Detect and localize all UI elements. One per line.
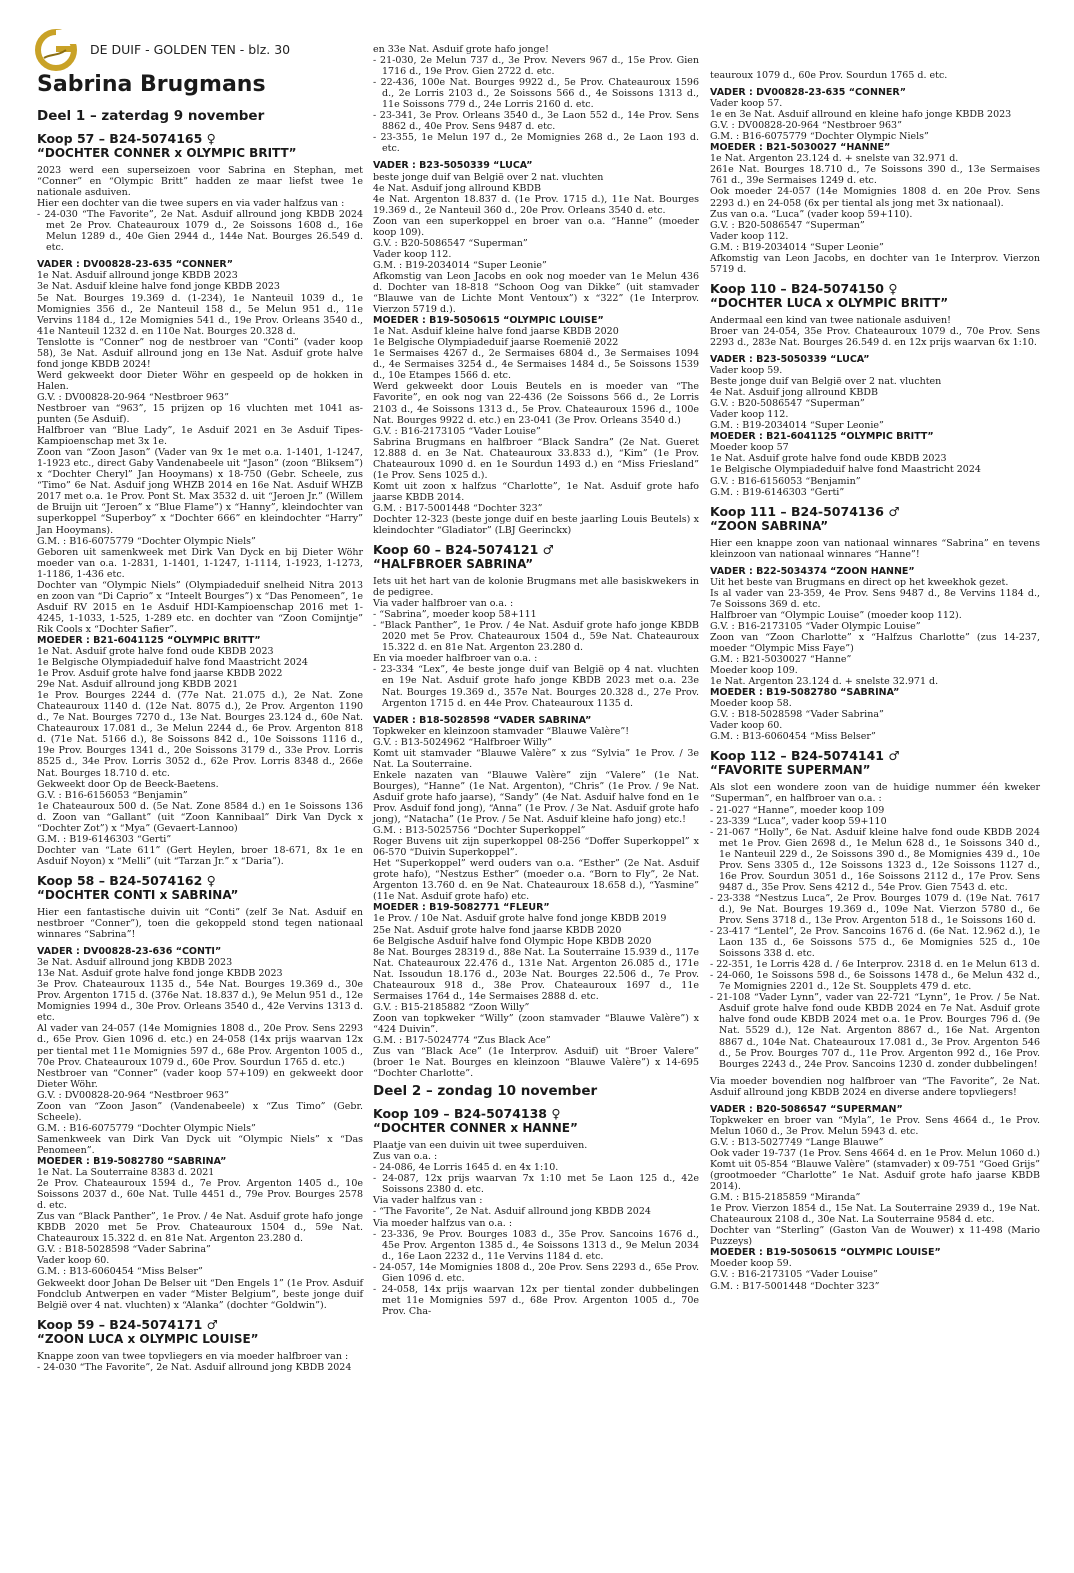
list-item: - “Black Panther”, 1e Prov. / 4e Nat. Asduif grote hafo jonge KBDB 2020 met 5e Prov. Chateauroux 1504 d., 59e Nat. Chateauroux 15.322 d. en 81e Nat. Argenton 23.280 d. bbox=[373, 620, 699, 654]
paragraph: Nestbroer van “Conner” (vader koop 57+109) en gekweekt door Dieter Wöhr. bbox=[37, 1067, 363, 1090]
paragraph: Beste jonge duif van België over 2 nat. vluchten bbox=[710, 376, 942, 388]
paragraph: 2023 werd een superseizoen voor Sabrina en Stephan, met “Conner” en “Olympic Britt” hadden ze maar liefst twee 1e nationale asduiven. bbox=[37, 165, 363, 199]
paragraph: Hier een dochter van die twee supers en via vader halfzus van : bbox=[37, 198, 345, 210]
paragraph: Gekweekt door Op de Beeck-Baetens. bbox=[37, 778, 219, 790]
pedigree-heading: MOEDER : B21-6041125 “OLYMPIC BRITT” bbox=[37, 634, 261, 646]
running-title: DE DUIF - GOLDEN TEN - blz. 30 bbox=[90, 42, 291, 57]
paragraph: 1e Belgische Olympiadeduif halve fond Maastricht 2024 bbox=[710, 464, 981, 476]
paragraph: Andermaal een kind van twee nationale asduiven! bbox=[710, 314, 951, 326]
pedigree-heading: VADER : B22-5034374 “ZOON HANNE” bbox=[710, 565, 915, 577]
paragraph: G.M. : B19-6146303 “Gerti” bbox=[710, 486, 845, 498]
paragraph: 13e Nat. Asduif grote halve fond jonge KBDB 2023 bbox=[37, 968, 283, 980]
paragraph: teauroux 1079 d., 60e Prov. Sourdun 1765 d. etc. bbox=[710, 70, 948, 81]
paragraph: 4e Nat. Asduif jong allround KBDB bbox=[710, 387, 878, 399]
list-item: - 21-108 “Vader Lynn”, vader van 22-721 “Lynn”, 1e Prov. / 5e Nat. Asduif grote halve fond oude KBDB 2024 en 7e Nat. Asduif grote halve fond oude KBDB 2024 met o.a. 1e Prov. Bourges 796 d. (9e Nat. 5529 d.), 12e Nat. Argenton 8867 d., 16e Nat. Argenton 8867 d., 104e Nat. Chateauroux 17.081 d., 3e Prov. Argenton 546 d., 5e Prov. Bourges 707 d., 11e Prov. Argenton 992 d., 16e Prov. Bourges 2243 d., 24e Prov. Sancoins 1230 d. zonder dubbelingen! bbox=[710, 992, 1040, 1070]
pedigree-heading: VADER : DV00828-23-635 “CONNER” bbox=[710, 87, 906, 99]
paragraph: Zus van “Black Panther”, 1e Prov. / 4e Nat. Asduif grote hafo jonge KBDB 2020 met 5e Prov. Chateauroux 1504 d., 59e Nat. Chateauroux 15.322 d. en 81e Nat. Argenton 23.280 d. bbox=[37, 1211, 363, 1245]
paragraph: G.V. : B16-6156053 “Benjamin” bbox=[37, 789, 188, 801]
paragraph: Zus van o.a. : bbox=[373, 1151, 438, 1163]
paragraph: Zoon van “Zoon Jason” (Vandenabeele) x “Zus Timo” (Gebr. Scheele). bbox=[37, 1100, 363, 1123]
paragraph: G.M. : B19-2034014 “Super Leonie” bbox=[710, 420, 884, 432]
list-item: - 21-067 “Holly”, 6e Nat. Asduif kleine halve fond oude KBDB 2024 met 1e Prov. Gien 2698 d., 1e Melun 628 d., 1e Soissons 340 d., 1e Nanteuil 229 d., 2e Soissons 390 d., 8e Momignies 439 d., 10e Prov. Sens 3305 d., 12e Soissons 1323 d., 12e Soissons 1127 d., 16e Prov. Sourdun 3051 d., 16e Soissons 2112 d., 17e Prov. Sens 9487 d., 35e Prov. Sens 4212 d., 54e Prov. Gien 7543 d. etc. bbox=[710, 826, 1040, 893]
paragraph: Vader koop 112. bbox=[710, 409, 789, 421]
lot-heading: Koop 109 – B24-5074138 ♀ bbox=[373, 1106, 561, 1122]
paragraph: Is al vader van 23-359, 4e Prov. Sens 9487 d., 8e Vervins 1184 d., 7e Soissons 369 d. etc. bbox=[710, 587, 1040, 610]
paragraph: G.V. : DV00828-20-964 “Nestbroer 963” bbox=[37, 1089, 229, 1101]
pedigree-heading: VADER : B23-5050339 “LUCA” bbox=[373, 160, 533, 172]
lot-subtitle: “DOCHTER CONTI x SABRINA” bbox=[37, 887, 239, 902]
list-item: - “The Favorite”, 2e Nat. Asduif allround jong KBDB 2024 bbox=[373, 1206, 651, 1218]
pedigree-heading: VADER : B20-5086547 “SUPERMAN” bbox=[710, 1103, 903, 1115]
list-item: - 22-436, 100e Nat. Bourges 9922 d., 5e Prov. Chateauroux 1596 d., 2e Lorris 2103 d., 2e Soissons 566 d., 4e Soissons 1313 d., 11e Soissons 779 d., 24e Lorris 2160 d. etc. bbox=[373, 77, 699, 111]
section-heading: Deel 1 – zaterdag 9 november bbox=[37, 108, 265, 124]
pedigree-heading: MOEDER : B21-6041125 “OLYMPIC BRITT” bbox=[710, 431, 934, 443]
paragraph: G.M. : B13-5025756 “Dochter Superkoppel” bbox=[373, 825, 586, 837]
paragraph: G.M. : B16-6075779 “Dochter Olympic Niels” bbox=[710, 131, 929, 143]
paragraph: G.V. : DV00828-20-964 “Nestbroer 963” bbox=[710, 120, 902, 132]
paragraph: Zoon van “Zoon Charlotte” x “Halfzus Charlotte” (zus 14-237, moeder “Olympic Miss Faye”) bbox=[710, 631, 1040, 655]
lot-heading: Koop 111 – B24-5074136 ♂ bbox=[710, 503, 900, 519]
paragraph: 6e Belgische Asduif halve fond Olympic Hope KBDB 2020 bbox=[373, 935, 652, 947]
lot-subtitle: “ZOON LUCA x OLYMPIC LOUISE” bbox=[37, 1331, 259, 1346]
lot-heading: Koop 58 – B24-5074162 ♀ bbox=[37, 872, 216, 888]
paragraph: 2e Prov. Chateauroux 1594 d., 7e Prov. Argenton 1405 d., 10e Soissons 2037 d., 60e Nat. Tulle 4451 d., 79e Prov. Bourges 2578 d. etc. bbox=[37, 1178, 363, 1212]
paragraph: Moeder koop 57 bbox=[710, 442, 789, 454]
paragraph: Afkomstig van Leon Jacobs, en dochter van 1e Interprov. Vierzon 5719 d. bbox=[710, 252, 1040, 275]
paragraph: Tenslotte is “Conner” nog de nestbroer van “Conti” (vader koop 58), 3e Nat. Asduif allround jong en 13e Nat. Asduif grote halve fond jonge KBDB 2024! bbox=[37, 336, 363, 370]
paragraph: Zoon van “Zoon Jason” (Vader van 9x 1e met o.a. 1-1401, 1-1247, 1-1923 etc., direct Gaby Vandenabeele uit “Jason” (zoon “Bliksem”) x “Dochter Cheryl” Jan Hooymans) x 18-750 (Gebr. Scheele, zus “Timo” 6e Nat. Asduif jong WHZB 2014 en 16e Nat. Asduif WHZB 2017 met o.a. 1e Prov. Pont St. Max 3532 d. uit “Jeroen Jr.” (Willem de Bruijn uit “Jeroen” x “Blue Flame”) x “Hanny”, kleindochter van superkoppel “Superboy” x “Dochter 666” en kleindochter “Harry” Jan Hooymans). bbox=[37, 447, 363, 536]
lot-heading: Koop 59 – B24-5074171 ♂ bbox=[37, 1316, 218, 1332]
paragraph: Samenkweek van Dirk Van Dyck uit “Olympic Niels” x “Das Penomeen”. bbox=[37, 1133, 363, 1156]
paragraph: 1e Chateauroux 500 d. (5e Nat. Zone 8584 d.) en 1e Soissons 136 d. Zoon van “Gallant” (uit “Zoon Kannibaal” Dirk Van Dyck x “Dochter Zot”) x “Mya” (Gevaert-Lannoo) bbox=[37, 800, 363, 834]
paragraph: Hier een knappe zoon van nationaal winnares “Sabrina” en tevens kleinzoon van nationaal winnares “Hanne”! bbox=[710, 537, 1040, 560]
paragraph: 1e Belgische Olympiadeduif jaarse Roemenië 2022 bbox=[373, 337, 619, 349]
list-item: - 24-086, 4e Lorris 1645 d. en 4x 1:10. bbox=[373, 1162, 559, 1174]
paragraph: 1e Nat. Argenton 23.124 d. + snelste 32.971 d. bbox=[710, 676, 939, 688]
paragraph: G.M. : B19-6146303 “Gerti” bbox=[37, 833, 172, 845]
paragraph: Halfbroer van “Olympic Louise” (moeder koop 112). bbox=[710, 609, 962, 621]
paragraph: Zus van “Black Ace” (1e Interprov. Asduif) uit “Broer Valere” (broer 1e Nat. Bourges en kleinzoon “Blauwe Valère”) x 14-695 “Dochter Charlotte”. bbox=[373, 1046, 699, 1080]
paragraph: Geboren uit samenkweek met Dirk Van Dyck en bij Dieter Wöhr moeder van o.a. 1-2831, 1-1401, 1-1247, 1-1114, 1-1923, 1-1273, 1-1186, 1-436 etc. bbox=[37, 546, 363, 580]
paragraph: 1e en 3e Nat. Asduif allround en kleine hafo jonge KBDB 2023 bbox=[710, 109, 1012, 121]
list-item: - 23-336, 9e Prov. Bourges 1083 d., 35e Prov. Sancoins 1676 d., 45e Prov. Argenton 1385 d., 4e Soissons 1313 d., 9e Melun 2034 d., 16e Laon 2232 d., 11e Vervins 1184 d. etc. bbox=[373, 1228, 699, 1262]
paragraph: G.V. : B16-6156053 “Benjamin” bbox=[710, 475, 861, 487]
paragraph: G.V. : DV00828-20-964 “Nestbroer 963” bbox=[37, 391, 229, 403]
paragraph: 3e Nat. Asduif allround jong KBDB 2023 bbox=[37, 957, 233, 969]
list-item: - 23-417 “Lentel”, 2e Prov. Sancoins 1676 d. (6e Nat. 12.962 d.), 1e Laon 135 d., 6e Soissons 575 d., 6e Momignies 525 d., 10e Soissons 338 d. etc. bbox=[710, 926, 1040, 960]
list-item: - 21-030, 2e Melun 737 d., 3e Prov. Nevers 967 d., 15e Prov. Gien 1716 d., 19e Prov. Gien 2722 d. etc. bbox=[373, 55, 699, 78]
pedigree-heading: MOEDER : B19-5082771 “FLEUR” bbox=[373, 902, 550, 914]
paragraph: 1e Prov. Bourges 2244 d. (77e Nat. 21.075 d.), 2e Nat. Zone Chateauroux 1140 d. (12e Nat. 8075 d.), 2e Prov. Argenton 1190 d., 7e Nat. Bourges 7270 d., 13e Nat. Bourges 23.124 d., 60e Nat. Chateauroux 17.081 d., 3e Melun 2244 d., 6e Prov. Argenton 818 d. (71e Nat. 5166 d.), 8e Soissons 842 d., 10e Soissons 1116 d., 19e Prov. Bourges 1341 d., 20e Soissons 3179 d., 33e Prov. Lorris 8525 d., 34e Prov. Lorris 3052 d., 62e Prov. Lorris 8348 d., 266e Nat. Bourges 18.710 d. etc. bbox=[37, 690, 363, 779]
paragraph: G.M. : B19-2034014 “Super Leonie” bbox=[373, 259, 547, 271]
paragraph: Vader koop 57. bbox=[710, 98, 783, 110]
lot-subtitle: “HALFBROER SABRINA” bbox=[373, 557, 534, 572]
paragraph: Komt uit zoon x halfzus “Charlotte”, 1e Nat. Asduif grote hafo jaarse KBDB 2014. bbox=[373, 480, 699, 503]
section-heading: Deel 2 – zondag 10 november bbox=[373, 1083, 598, 1100]
column-1 bbox=[37, 104, 363, 1373]
paragraph: beste jonge duif van België over 2 nat. vluchten bbox=[373, 171, 604, 183]
paragraph: Ook moeder 24-057 (14e Momignies 1808 d. en 20e Prov. Sens 2293 d.) en 24-058 (6x per tiental als jong met 3x nationaal). bbox=[710, 186, 1040, 209]
paragraph: Zoon van topkweker “Willy” (zoon stamvader “Blauwe Valère”) x “424 Duivin”. bbox=[373, 1012, 699, 1035]
paragraph: Vader koop 60. bbox=[710, 720, 783, 732]
paragraph: Moeder koop 109. bbox=[710, 665, 798, 677]
list-item: - 24-058, 14x prijs waarvan 12x per tiental zonder dubbelingen met 11e Momignies 597 d., 68e Prov. Argenton 1005 d., 70e Prov. Cha- bbox=[373, 1283, 699, 1317]
lot-subtitle: “FAVORITE SUPERMAN” bbox=[710, 763, 871, 778]
paragraph: Via moeder bovendien nog halfbroer van “The Favorite”, 2e Nat. Asduif allround jong KBDB 2024 en diverse andere topvliegers! bbox=[710, 1075, 1040, 1098]
paragraph: G.M. : B17-5001448 “Dochter 323” bbox=[710, 1280, 880, 1292]
paragraph: Topkweker en broer van “Myla”, 1e Prov. Sens 4664 d., 1e Prov. Melun 1060 d., 3e Prov. Melun 5943 d. etc. bbox=[710, 1114, 1040, 1137]
paragraph: G.M. : B13-6060454 “Miss Belser” bbox=[37, 1266, 203, 1278]
column-2 bbox=[373, 44, 699, 1317]
pedigree-heading: MOEDER : B19-5050615 “OLYMPIC LOUISE” bbox=[373, 315, 604, 327]
paragraph: 5e Nat. Bourges 19.369 d. (1-234), 1e Nanteuil 1039 d., 1e Momignies 356 d., 2e Nanteuil 158 d., 5e Melun 951 d., 11e Vervins 1184 d., 12e Momignies 541 d., 19e Prov. Orleans 3540 d., 41e Nanteuil 1232 d. en 110e Nat. Bourges 20.328 d. bbox=[37, 292, 363, 337]
column-3 bbox=[710, 70, 1040, 1292]
paragraph: G.V. : B13-5024962 “Halfbroer Willy” bbox=[373, 736, 553, 748]
paragraph: Plaatje van een duivin uit twee superduiven. bbox=[373, 1140, 588, 1152]
paragraph: Moeder koop 59. bbox=[710, 1258, 792, 1270]
paragraph: G.V. : B16-2173105 “Vader Olympic Louise” bbox=[710, 620, 921, 632]
paragraph: Werd gekweekt door Louis Beutels en is moeder van “The Favorite”, en ook nog van 22-436 (2e Soissons 566 d., 2e Lorris 2103 d., 4e Soissons 1313 d., 5e Prov. Chateauroux 1596 d., 100e Nat. Bourges 9922 d. etc.) en 23-041 (3e Prov. Orleans 3540 d.) bbox=[373, 381, 699, 426]
paragraph: G.M. : B17-5024774 “Zus Black Ace” bbox=[373, 1034, 551, 1046]
paragraph: 4e Nat. Argenton 18.837 d. (1e Prov. 1715 d.), 11e Nat. Bourges 19.369 d., 2e Nanteuil 360 d., 20e Prov. Orleans 3540 d. etc. bbox=[373, 193, 699, 216]
paragraph: Vader koop 112. bbox=[710, 230, 789, 242]
paragraph: G.M. : B21-5030027 “Hanne” bbox=[710, 654, 852, 666]
paragraph: Dochter van “Late 611” (Gert Heylen, broer 18-671, 8x 1e en Asduif Noyon) x “Melli” (uit “Tarzan Jr.” x “Daria”). bbox=[37, 844, 363, 867]
paragraph: Nestbroer van “963”, 15 prijzen op 16 vluchten met 1041 as-punten (5e Asduif). bbox=[37, 402, 363, 426]
paragraph: G.M. : B13-6060454 “Miss Belser” bbox=[710, 731, 876, 743]
pedigree-heading: MOEDER : B19-5050615 “OLYMPIC LOUISE” bbox=[710, 1247, 941, 1259]
paragraph: G.V. : B13-5027749 “Lange Blauwe” bbox=[710, 1136, 884, 1148]
list-item: - 21-027 “Hanne”, moeder koop 109 bbox=[710, 804, 885, 816]
paragraph: G.V. : B20-5086547 “Superman” bbox=[373, 237, 528, 249]
list-item: - 24-030 “The Favorite”, 2e Nat. Asduif allround jong KBDB 2024 bbox=[37, 1361, 352, 1373]
paragraph: 29e Nat. Asduif allround jong KBDB 2021 bbox=[37, 679, 239, 691]
lot-subtitle: “DOCHTER LUCA x OLYMPIC BRITT” bbox=[710, 295, 949, 310]
list-item: - 22-351, 1e Lorris 428 d. / 6e Interprov. 2318 d. en 1e Melun 613 d. bbox=[710, 959, 1040, 971]
list-item: - 23-334 “Lex”, 4e beste jonge duif van België op 4 nat. vluchten en 19e Nat. Asduif grote hafo jonge KBDB 2023 met o.a. 23e Nat. Bourges 19.369 d., 357e Nat. Bourges 20.328 d., 27e Prov. Argenton 1715 d. en 44e Prov. Chateauroux 1135 d. bbox=[373, 664, 699, 709]
paragraph: G.M. : B15-2185859 “Miranda” bbox=[710, 1192, 861, 1204]
list-item: - 23-339 “Luca”, vader koop 59+110 bbox=[710, 815, 887, 827]
paragraph: Knappe zoon van twee topvliegers en via moeder halfbroer van : bbox=[37, 1350, 349, 1362]
paragraph: G.M. : B17-5001448 “Dochter 323” bbox=[373, 502, 543, 514]
paragraph: Dochter van “Sterling” (Gaston Van de Wouwer) x 11-498 (Mario Puzzeys) bbox=[710, 1225, 1040, 1248]
paragraph: Topkweker en kleinzoon stamvader “Blauwe Valère”! bbox=[373, 725, 630, 737]
paragraph: 1e Nat. Asduif kleine halve fond jaarse KBDB 2020 bbox=[373, 326, 619, 338]
paragraph: G.V. : B16-2173105 “Vader Louise” bbox=[373, 425, 541, 437]
paragraph: 4e Nat. Asduif jong allround KBDB bbox=[373, 182, 541, 194]
lot-subtitle: “DOCHTER CONNER x OLYMPIC BRITT” bbox=[37, 146, 297, 160]
paragraph: Afkomstig van Leon Jacobs en ook nog moeder van 1e Melun 436 d. Dochter van 18-818 “Schoon Oog van Dikke” (uit stamvader “Blauwe van de Lichte Mont Ventoux”) x “322” (1e Interprov. Vierzon 5719 d.). bbox=[373, 270, 699, 316]
lot-heading: Koop 60 – B24-5074121 ♂ bbox=[373, 542, 554, 558]
paragraph: 8e Nat. Bourges 28319 d., 88e Nat. La Souterraine 15.939 d., 117e Nat. Chateauroux 22.476 d., 131e Nat. Argenton 26.085 d., 171e Nat. Issoudun 18.176 d., 203e Nat. Bourges 22.506 d., 7e Prov. Chateauroux 918 d., 38e Prov. Chateauroux 1697 d., 11e Sermaises 1764 d., 14e Sermaises 2888 d. etc. bbox=[373, 946, 699, 1002]
paragraph: 1e Belgische Olympiadeduif halve fond Maastricht 2024 bbox=[37, 657, 308, 669]
paragraph: G.V. : B18-5028598 “Vader Sabrina” bbox=[710, 709, 884, 721]
list-item: - 24-087, 12x prijs waarvan 7x 1:10 met 5e Laon 125 d., 42e Soissons 2380 d. etc. bbox=[373, 1173, 699, 1196]
paragraph: G.V. : B15-2185882 “Zoon Willy” bbox=[373, 1001, 530, 1013]
paragraph: Als slot een wondere zoon van de huidige nummer één kweker “Superman”, en halfbroer van o.a. : bbox=[710, 782, 1040, 805]
paragraph: Gekweekt door Johan De Belser uit “Den Engels 1” (1e Prov. Asduif Fondclub Antwerpen en vader “Mister Belgium”, beste jonge duif België over 4 nat. vluchten) x “Alanka” (dochter “Goldwin”). bbox=[37, 1277, 363, 1311]
paragraph: 1e Nat. Asduif allround jonge KBDB 2023 bbox=[37, 270, 238, 282]
paragraph: 1e Prov. Asduif grote halve fond jaarse KBDB 2022 bbox=[37, 668, 283, 680]
paragraph: Al vader van 24-057 (14e Momignies 1808 d., 20e Prov. Sens 2293 d., 65e Prov. Gien 1096 d. etc.) en 24-058 (14x prijs waarvan 12x per tiental met 11e Momignies 597 d., 68e Prov. Argenton 1005 d., 70e Prov. Chateauroux 1079 d., 60e Prov. Sourdun 1765 d. etc.) bbox=[37, 1023, 363, 1068]
list-item: - 23-355, 1e Melun 197 d., 2e Momignies 268 d., 2e Laon 193 d. etc. bbox=[373, 132, 699, 155]
lot-heading: Koop 110 – B24-5074150 ♀ bbox=[710, 280, 898, 296]
pedigree-heading: VADER : B23-5050339 “LUCA” bbox=[710, 353, 870, 365]
paragraph: Via vader halfzus van : bbox=[373, 1195, 483, 1207]
paragraph: Dochter 12-323 (beste jonge duif en beste jaarling Louis Beutels) x kleindochter “Gladiator” (LBJ Geerinckx) bbox=[373, 513, 699, 537]
pedigree-heading: MOEDER : B19-5082780 “SABRINA” bbox=[37, 1155, 227, 1167]
paragraph: 1e Sermaises 4267 d., 2e Sermaises 6804 d., 3e Sermaises 1094 d., 4e Sermaises 3254 d., 4e Sermaises 1484 d., 5e Soissons 1539 d., 10e Etampes 1566 d. etc. bbox=[373, 348, 699, 382]
paragraph: 1e Nat. Asduif grote halve fond oude KBDB 2023 bbox=[37, 646, 274, 658]
pedigree-heading: VADER : DV00828-23-636 “CONTI” bbox=[37, 946, 222, 958]
paragraph: 1e Nat. Asduif grote halve fond oude KBDB 2023 bbox=[710, 453, 947, 465]
paragraph: G.M. : B16-6075779 “Dochter Olympic Niels” bbox=[37, 535, 256, 547]
paragraph: Broer van 24-054, 35e Prov. Chateauroux 1079 d., 70e Prov. Sens 2293 d., 283e Nat. Bourges 26.549 d. en 12x prijs waarvan 6x 1:10. bbox=[710, 325, 1040, 348]
paragraph: Dochter van “Olympic Niels” (Olympiadeduif snelheid Nitra 2013 en zoon van “Di Caprio” x “Inteelt Bourges”) x “Das Penomeen”, 1e Asduif RV 2015 en 1e Asduif HDI-Kampioenschap 2016 met 1-4245, 1-1033, 1-525, 1-289 etc. en dochter van “Zoon Comijntje” Rik Cools x “Dochter Safier”. bbox=[37, 579, 363, 635]
paragraph: Iets uit het hart van de kolonie Brugmans met alle basiskwekers in de pedigree. bbox=[373, 576, 699, 599]
paragraph: G.M. : B19-2034014 “Super Leonie” bbox=[710, 241, 884, 253]
paragraph: Zoon van een superkoppel en broer van o.a. “Hanne” (moeder koop 109). bbox=[373, 215, 699, 238]
paragraph: Vader koop 60. bbox=[37, 1255, 110, 1267]
paragraph: 25e Nat. Asduif grote halve fond jaarse KBDB 2020 bbox=[373, 924, 622, 936]
lot-subtitle: “ZOON SABRINA” bbox=[710, 518, 829, 533]
lot-heading: Koop 112 – B24-5074141 ♂ bbox=[710, 748, 900, 764]
paragraph: G.V. : B20-5086547 “Superman” bbox=[710, 219, 865, 231]
paragraph: Via moeder halfzus van o.a. : bbox=[373, 1217, 513, 1229]
paragraph: Vader koop 112. bbox=[373, 248, 452, 260]
lot-subtitle: “DOCHTER CONNER x HANNE” bbox=[373, 1121, 578, 1136]
paragraph: Sabrina Brugmans en halfbroer “Black Sandra” (2e Nat. Gueret 12.888 d. en 3e Nat. Chateauroux 33.833 d.), “Kim” (1e Prov. Chateauroux 1090 d. en 1e Sourdun 1493 d.) en “Miss Friesland” (1e Prov. Sens 1025 d.). bbox=[373, 436, 699, 481]
pedigree-heading: VADER : B18-5028598 “VADER SABRINA” bbox=[373, 714, 592, 726]
paragraph: 261e Nat. Bourges 18.710 d., 7e Soissons 390 d., 13e Sermaises 761 d., 39e Sermaises 1249 d. etc. bbox=[710, 164, 1040, 187]
paragraph: Zus van o.a. “Luca” (vader koop 59+110). bbox=[710, 208, 913, 220]
paragraph: Werd gekweekt door Dieter Wöhr en gespeeld op de hokken in Halen. bbox=[37, 369, 363, 392]
list-item: - 24-057, 14e Momignies 1808 d., 20e Prov. Sens 2293 d., 65e Prov. Gien 1096 d. etc. bbox=[373, 1261, 699, 1284]
list-item: - 24-060, 1e Soissons 598 d., 6e Soissons 1478 d., 6e Melun 432 d., 7e Momignies 2201 d., 12e St. Soupplets 479 d. etc. bbox=[710, 970, 1040, 993]
paragraph: Via vader halfbroer van o.a. : bbox=[373, 598, 514, 610]
list-item: en 33e Nat. Asduif grote hafo jonge! bbox=[373, 44, 549, 55]
paragraph: Komt uit stamvader “Blauwe Valère” x zus “Sylvia” 1e Prov. / 3e Nat. La Souterraine. bbox=[373, 747, 699, 770]
paragraph: 3e Prov. Chateauroux 1135 d., 54e Nat. Bourges 19.369 d., 30e Prov. Argenton 1715 d. (376e Nat. 18.837 d.), 9e Melun 951 d., 12e Momignies 1994 d., 30e Prov. Orleans 3540 d., 42e Vervins 1313 d. etc. bbox=[37, 979, 363, 1024]
paragraph: G.V. : B20-5086547 “Superman” bbox=[710, 398, 865, 410]
pedigree-heading: MOEDER : B19-5082780 “SABRINA” bbox=[710, 687, 900, 699]
paragraph: 3e Nat. Asduif kleine halve fond jonge KBDB 2023 bbox=[37, 281, 280, 293]
list-item: - 24-030 “The Favorite”, 2e Nat. Asduif allround jong KBDB 2024 met 2e Prov. Chateauroux 1079 d., 2e Soissons 1608 d., 16e Melun 1289 d., 40e Gien 2944 d., 144e Nat. Bourges 26.549 d. etc. bbox=[37, 209, 363, 254]
list-item: - 23-338 “Nestzus Luca”, 2e Prov. Bourges 1079 d. (19e Nat. 7617 d.), 9e Nat. Bourges 19.369 d., 109e Nat. Vierzon 5780 d., 6e Prov. Sens 3718 d., 13e Prov. Argenton 518 d., 1e Soissons 160 d. bbox=[710, 892, 1040, 926]
paragraph: Ook vader 19-737 (1e Prov. Sens 4664 d. en 1e Prov. Melun 1060 d.) Komt uit 05-854 “Blauwe Valère” (stamvader) x 09-751 “Goed Grijs” (grootmoeder “Charlotte” 1e Nat. Asduif grote hafo jaarse KBDB 2014). bbox=[710, 1147, 1040, 1193]
paragraph: En via moeder halfbroer van o.a. : bbox=[373, 653, 538, 665]
paragraph: Halfbroer van “Blue Lady”, 1e Asduif 2021 en 3e Asduif Tipes-Kampioenschap met 3x 1e. bbox=[37, 425, 363, 448]
paragraph: G.M. : B16-6075779 “Dochter Olympic Niels” bbox=[37, 1122, 256, 1134]
paragraph: G.V. : B18-5028598 “Vader Sabrina” bbox=[37, 1244, 211, 1256]
paragraph: Roger Buvens uit zijn superkoppel 08-256 “Doffer Superkoppel” x 06-570 “Duivin Superkoppel”. bbox=[373, 836, 699, 859]
paragraph: 1e Nat. Argenton 23.124 d. + snelste van 32.971 d. bbox=[710, 153, 959, 165]
golden-ten-logo-icon bbox=[34, 28, 78, 72]
article-title: Sabrina Brugmans bbox=[37, 72, 266, 97]
list-item: - “Sabrina”, moeder koop 58+111 bbox=[373, 609, 537, 621]
paragraph: 1e Nat. La Souterraine 8383 d. 2021 bbox=[37, 1167, 215, 1179]
paragraph: Enkele nazaten van “Blauwe Valère” zijn “Valere” (1e Nat. Bourges), “Hanne” (1e Nat. Argenton), “Chris” (1e Prov. / 9e Nat. Asduif grote hafo jaarse), “Sandy” (4e Nat. Asduif halve fond en 1e Prov. Asduif fond jong), “Anna” (1e Prov. / 3e Nat. Asduif grote hafo jong), “Natacha” (1e Prov. / 5e Nat. Asduif kleine hafo jong) etc.! bbox=[373, 769, 699, 826]
list-item: - 23-341, 3e Prov. Orleans 3540 d., 3e Laon 552 d., 14e Prov. Sens 8862 d., 40e Prov. Sens 9487 d. etc. bbox=[373, 110, 699, 133]
lot-heading: Koop 57 – B24-5074165 ♀ bbox=[37, 131, 216, 146]
paragraph: G.V. : B16-2173105 “Vader Louise” bbox=[710, 1269, 878, 1281]
paragraph: Hier een fantastische duivin uit “Conti” (zelf 3e Nat. Asduif en nestbroer “Conner”), toen die gekoppeld stond tegen nationaal winnares “Sabrina”! bbox=[37, 906, 363, 941]
paragraph: Het “Superkoppel” werd ouders van o.a. “Esther” (2e Nat. Asduif grote hafo), “Nestzus Esther” (moeder o.a. “Born to Fly”, 2e Nat. Argenton 13.760 d. en 9e Nat. Chateauroux 18.658 d.), “Yasmine” (11e Nat. Asduif grote hafo) etc. bbox=[373, 858, 699, 903]
pedigree-heading: MOEDER : B21-5030027 “HANNE” bbox=[710, 142, 891, 154]
paragraph: 1e Prov. / 10e Nat. Asduif grote halve fond jonge KBDB 2019 bbox=[373, 913, 667, 925]
paragraph: Uit het beste van Brugmans en direct op het kweekhok gezet. bbox=[710, 576, 1009, 588]
paragraph: 1e Prov. Vierzon 1854 d., 15e Nat. La Souterraine 2939 d., 19e Nat. Chateauroux 2108 d., 30e Nat. La Souterraine 9584 d. etc. bbox=[710, 1203, 1040, 1226]
paragraph: Moeder koop 58. bbox=[710, 698, 792, 710]
paragraph: Vader koop 59. bbox=[710, 365, 783, 377]
pedigree-heading: VADER : DV00828-23-635 “CONNER” bbox=[37, 259, 233, 271]
